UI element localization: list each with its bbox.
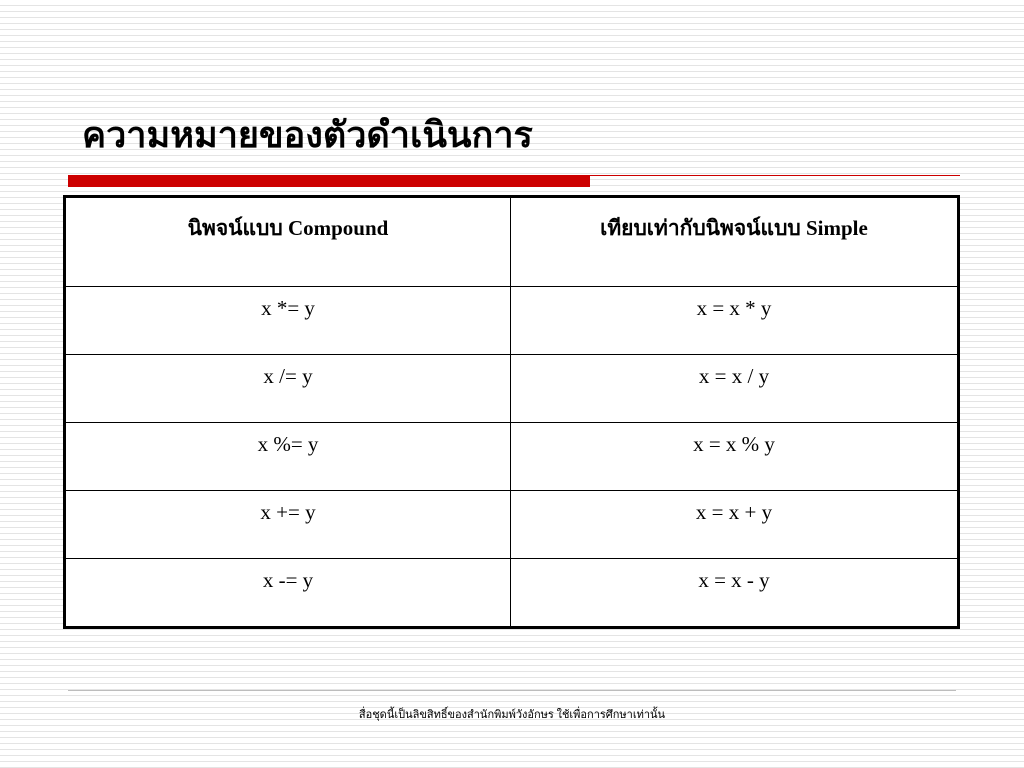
table-row: [65, 355, 959, 423]
table-row: [65, 559, 959, 628]
slide-title: ความหมายของตัวดำเนินการ: [82, 115, 533, 155]
simple-cell: x = x - y: [511, 559, 959, 628]
simple-cell: x = x * y: [511, 287, 959, 355]
header-compound-expression: นิพจน์แบบ Compound: [65, 197, 511, 287]
table-row: [65, 287, 959, 355]
simple-cell: x = x % y: [511, 423, 959, 491]
compound-cell: x -= y: [65, 559, 511, 628]
compound-cell: x %= y: [65, 423, 511, 491]
footer-divider: [68, 690, 956, 691]
title-underline-accent: [68, 175, 590, 187]
copyright-footer: สื่อชุดนี้เป็นลิขสิทธิ์ของสำนักพิมพ์วังอักษร ใช้เพื่อการศึกษาเท่านั้น: [358, 709, 666, 721]
compound-cell: x *= y: [65, 287, 511, 355]
table-row: [65, 491, 959, 559]
header-simple-expression: เทียบเท่ากับนิพจน์แบบ Simple: [511, 197, 959, 287]
table-header-row: [65, 197, 959, 287]
simple-cell: x = x + y: [511, 491, 959, 559]
title-underline-thin: [590, 175, 960, 176]
table-row: [65, 423, 959, 491]
simple-cell: x = x / y: [511, 355, 959, 423]
operator-equivalence-table: [63, 195, 960, 629]
compound-cell: x += y: [65, 491, 511, 559]
compound-cell: x /= y: [65, 355, 511, 423]
